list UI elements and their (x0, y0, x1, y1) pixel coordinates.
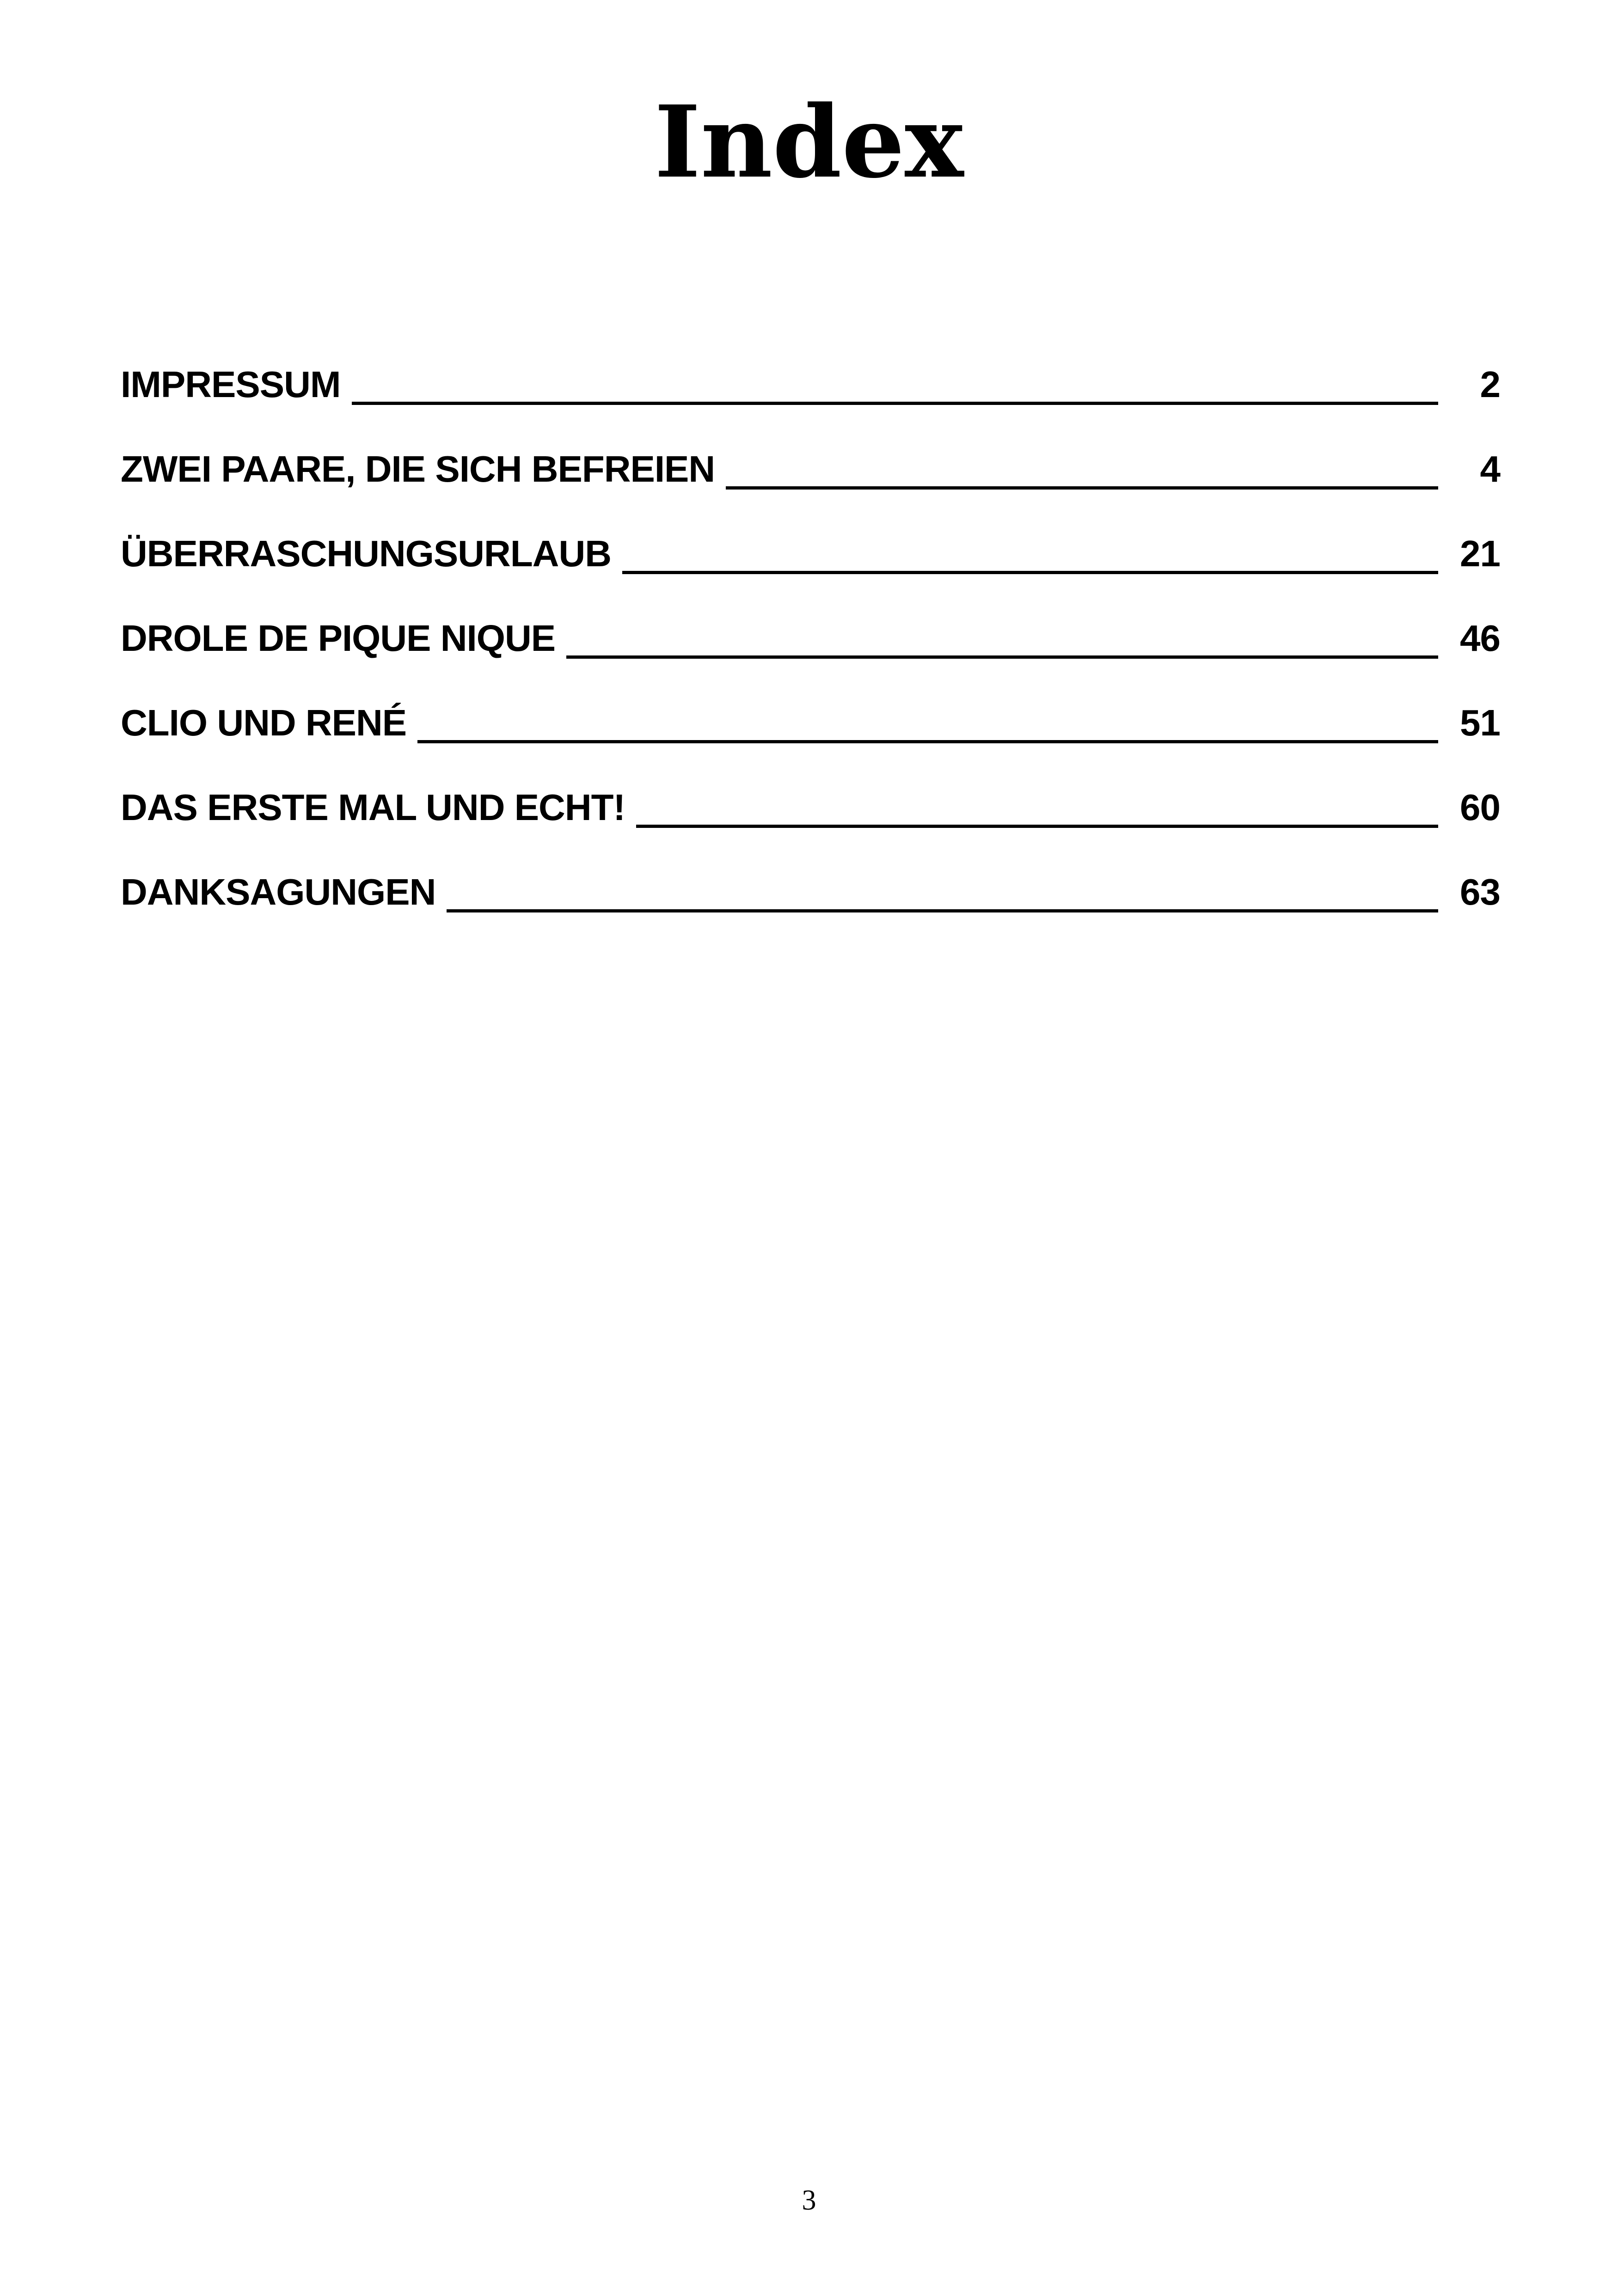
toc-leader-line (636, 825, 1438, 828)
toc-leader-line (447, 909, 1438, 912)
table-of-contents (121, 331, 1500, 923)
toc-entry-ueberraschungsurlaub[interactable] (121, 500, 1500, 584)
toc-entry-title: IMPRESSUM (121, 364, 341, 405)
toc-entry-title: DANKSAGUNGEN (121, 871, 436, 912)
footer-page-number: 3 (802, 2185, 816, 2216)
toc-entry-title: DAS ERSTE MAL UND ECHT! (121, 787, 625, 828)
toc-entry-clio-und-rene[interactable] (121, 669, 1500, 753)
toc-entry-drole-de-pique-nique[interactable] (121, 584, 1500, 669)
toc-entry-page: 46 (1460, 618, 1500, 659)
toc-leader-line (566, 655, 1438, 659)
toc-entry-page: 4 (1480, 448, 1500, 490)
toc-entry-page: 63 (1460, 871, 1500, 912)
page-title: Index (654, 84, 964, 200)
toc-leader-line (622, 571, 1438, 574)
toc-entry-page: 60 (1460, 787, 1500, 828)
toc-entry-title: DROLE DE PIQUE NIQUE (121, 618, 556, 659)
toc-entry-page: 51 (1460, 702, 1500, 743)
toc-entry-page: 21 (1460, 533, 1500, 574)
toc-entry-impressum[interactable] (121, 331, 1500, 415)
toc-leader-line (726, 486, 1438, 490)
toc-entry-title: ÜBERRASCHUNGSURLAUB (121, 533, 611, 574)
toc-entry-danksagungen[interactable] (121, 838, 1500, 923)
toc-leader-line (352, 402, 1439, 405)
toc-entry-title: ZWEI PAARE, DIE SICH BEFREIEN (121, 448, 715, 490)
toc-entry-page: 2 (1480, 364, 1500, 405)
toc-entry-title: CLIO UND RENÉ (121, 702, 407, 743)
toc-leader-line (417, 740, 1438, 743)
toc-entry-das-erste-mal[interactable] (121, 753, 1500, 838)
toc-entry-zwei-paare[interactable] (121, 415, 1500, 500)
